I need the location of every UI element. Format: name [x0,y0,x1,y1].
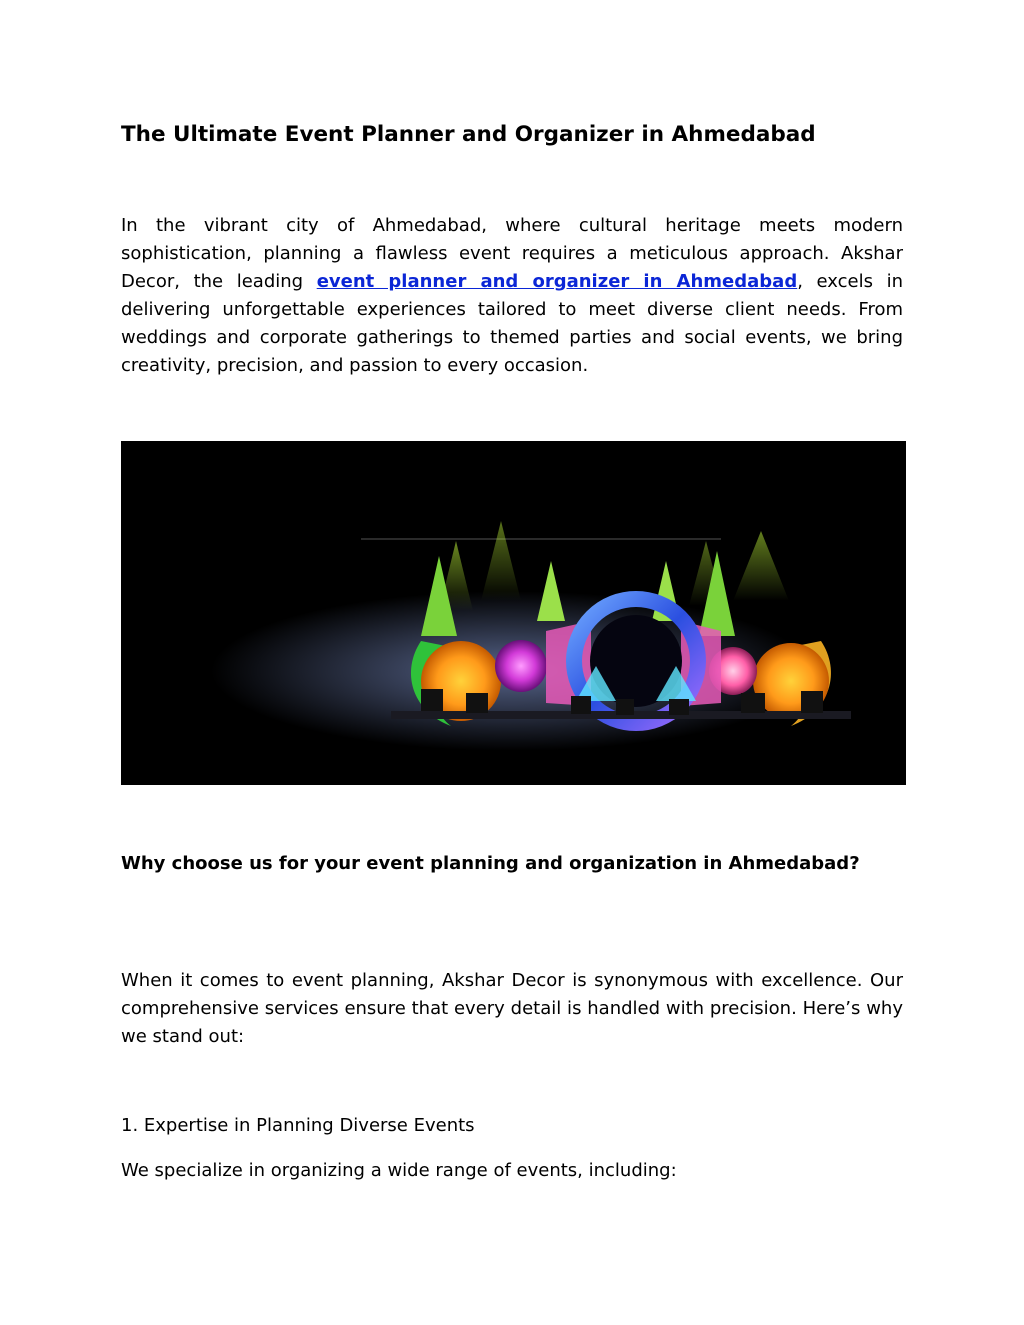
intro-paragraph [121,212,903,380]
list-item-heading: 1. Expertise in Planning Diverse Events [121,1115,475,1136]
why-paragraph: When it comes to event planning, Akshar Decor is synonymous with excellence. Our comprehensive services ensure that every detail is handled with precision. Here’s why we stand out: [121,970,903,1047]
intro-text-before-link: In the vibrant city of Ahmedabad, where cultural heritage meets modern sophistication, planning a flawless event requires a meticulous approach. Akshar Decor, the leading [121,215,903,292]
intro-text-after-link: , excels in delivering unforgettable experiences tailored to meet diverse client needs. From weddings and corporate gatherings to themed parties and social events, we bring creativity, precision, and passion to every occasion. [121,271,903,376]
stage-lighting-photo [121,441,906,785]
list-item-text: We specialize in organizing a wide range of events, including: [121,1160,677,1181]
document-title: The Ultimate Event Planner and Organizer in Ahmedabad [121,122,816,147]
event-planner-link[interactable]: event planner and organizer in Ahmedabad [316,271,798,292]
section-heading: Why choose us for your event planning and organization in Ahmedabad? [121,853,860,874]
